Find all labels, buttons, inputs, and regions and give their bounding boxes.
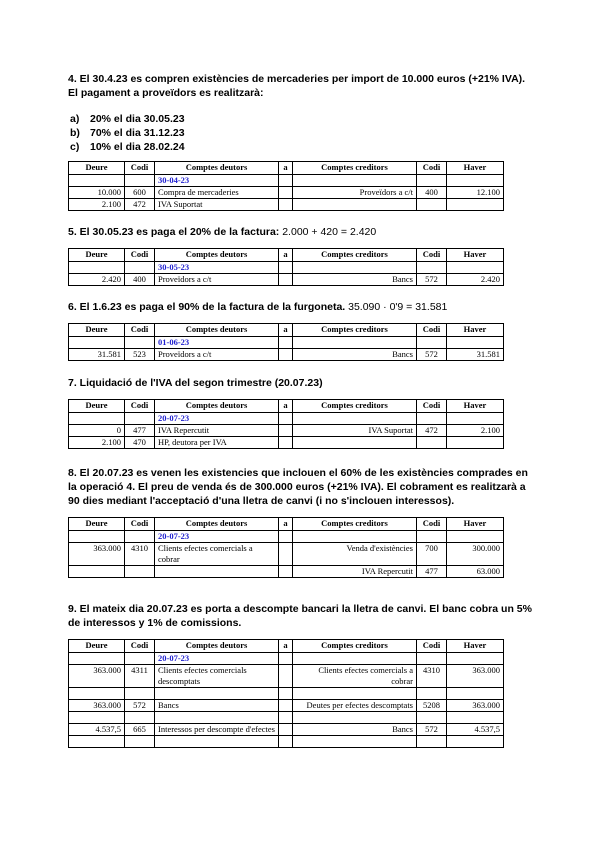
empty-cell [69,262,125,274]
column-header-a: a [279,162,293,175]
credit-code [417,736,447,748]
debit-amount: 10.000 [69,187,125,199]
column-header-deure: Deure [69,162,125,175]
credit-amount [447,712,504,724]
credit-amount: 31.581 [447,349,504,361]
empty-cell [125,413,155,425]
debit-amount: 4.537,5 [69,724,125,736]
debit-code: 4311 [125,665,155,688]
column-header-a: a [279,518,293,531]
debit-amount [69,712,125,724]
debit-code [125,566,155,578]
question-5: 5. El 30.05.23 es paga el 20% de la factura: 2.000 + 420 = 2.420 [68,226,377,238]
credit-amount: 12.100 [447,187,504,199]
debit-account [155,736,279,748]
section-5 [68,225,532,286]
column-header-codi: Codi [125,518,155,531]
empty-cell [69,175,125,187]
table-header-row [69,400,504,413]
option-c: c) 10% el dia 28.02.24 [70,141,185,153]
empty-cell [447,262,504,274]
column-header-codi: Codi [125,324,155,337]
column-header-haver: Haver [447,324,504,337]
column-header-codi: Codi [125,640,155,653]
credit-account: Deutes per efectes descomptats [293,700,417,712]
debit-amount [69,736,125,748]
empty-cell [125,262,155,274]
empty-cell [293,653,417,665]
empty-cell [293,337,417,349]
calc-6: 35.090 · 0'9 = 31.581 [348,301,448,313]
table-header-row [69,518,504,531]
table-row [69,543,504,566]
credit-amount [447,199,504,211]
empty-cell [69,531,125,543]
question-9: 9. El mateix dia 20.07.23 es porta a descompte bancari la lletra de canvi. El banc cobra un 5% de interessos y 1% de comissions. [68,603,532,629]
column-header-comptes-creditors: Comptes creditors [293,400,417,413]
entry-date: 20-07-23 [155,413,279,425]
empty-cell [279,653,293,665]
debit-code [125,736,155,748]
table-row [69,349,504,361]
credit-account: Proveïdors a c/t [293,187,417,199]
column-header-comptes-creditors: Comptes creditors [293,518,417,531]
a-cell [279,665,293,688]
empty-cell [447,337,504,349]
credit-amount [447,688,504,700]
debit-account: Clients efectes comercials descomptats [155,665,279,688]
column-header-haver: Haver [447,400,504,413]
empty-cell [417,531,447,543]
column-header-comptes-creditors: Comptes creditors [293,249,417,262]
a-cell [279,349,293,361]
credit-code: 5208 [417,700,447,712]
debit-account: Proveïdors a c/t [155,274,279,286]
empty-cell [293,531,417,543]
credit-account [293,437,417,449]
debit-amount: 2.100 [69,199,125,211]
empty-cell [447,653,504,665]
a-cell [279,187,293,199]
credit-code [417,199,447,211]
empty-cell [69,653,125,665]
credit-code: 477 [417,566,447,578]
credit-amount: 2.100 [447,425,504,437]
debit-code: 4310 [125,543,155,566]
empty-cell [125,175,155,187]
column-header-codi2: Codi [417,400,447,413]
column-header-a: a [279,640,293,653]
journal-table-7 [68,399,504,449]
debit-amount [69,566,125,578]
a-cell [279,724,293,736]
a-cell [279,712,293,724]
credit-code [417,688,447,700]
table-header-row [69,162,504,175]
empty-cell [125,653,155,665]
credit-amount: 4.537,5 [447,724,504,736]
debit-amount: 363.000 [69,665,125,688]
column-header-deure: Deure [69,518,125,531]
journal-table-6 [68,323,504,361]
credit-code: 400 [417,187,447,199]
empty-cell [125,337,155,349]
debit-account: Proveïdors a c/t [155,349,279,361]
table-row [69,199,504,211]
credit-code: 4310 [417,665,447,688]
date-row [69,337,504,349]
credit-account: Venda d'existències [293,543,417,566]
credit-account: Bancs [293,274,417,286]
debit-code: 472 [125,199,155,211]
debit-code: 600 [125,187,155,199]
debit-code: 477 [125,425,155,437]
credit-account: IVA Suportat [293,425,417,437]
debit-amount: 2.100 [69,437,125,449]
column-header-codi2: Codi [417,640,447,653]
debit-account [155,566,279,578]
credit-code [417,712,447,724]
debit-code [125,712,155,724]
question-6: 6. El 1.6.23 es paga el 90% de la factura de la furgoneta. 35.090 · 0'9 = 31.581 [68,301,448,313]
column-header-haver: Haver [447,249,504,262]
credit-code: 472 [417,425,447,437]
journal-table-8 [68,517,504,578]
debit-account: Bancs [155,700,279,712]
empty-cell [417,653,447,665]
empty-cell [125,531,155,543]
debit-account: IVA Suportat [155,199,279,211]
column-header-comptes-deutors: Comptes deutors [155,400,279,413]
debit-account: IVA Repercutit [155,425,279,437]
column-header-comptes-deutors: Comptes deutors [155,162,279,175]
column-header-codi2: Codi [417,162,447,175]
debit-account: Interessos per descompte d'efectes [155,724,279,736]
debit-account: Clients efectes comercials a cobrar [155,543,279,566]
section-7 [68,376,532,449]
column-header-comptes-deutors: Comptes deutors [155,518,279,531]
table-row [69,187,504,199]
journal-table-4 [68,161,504,211]
empty-cell [279,337,293,349]
a-cell [279,700,293,712]
credit-account [293,712,417,724]
section-4 [68,72,532,211]
column-header-comptes-creditors: Comptes creditors [293,324,417,337]
credit-code: 572 [417,349,447,361]
table-row [69,425,504,437]
table-row [69,688,504,700]
a-cell [279,425,293,437]
column-header-haver: Haver [447,518,504,531]
question-7: 7. Liquidació de l'IVA del segon trimestre (20.07.23) [68,377,323,389]
empty-cell [417,337,447,349]
a-cell [279,437,293,449]
debit-amount: 363.000 [69,700,125,712]
credit-account: IVA Repercutit [293,566,417,578]
calc-5: 2.000 + 420 = 2.420 [282,226,377,238]
empty-cell [69,337,125,349]
debit-code [125,688,155,700]
empty-cell [293,262,417,274]
table-header-row [69,249,504,262]
payment-options [68,112,532,154]
journal-table-9 [68,639,504,748]
credit-amount [447,736,504,748]
column-header-deure: Deure [69,400,125,413]
column-header-comptes-creditors: Comptes creditors [293,640,417,653]
column-header-comptes-creditors: Comptes creditors [293,162,417,175]
credit-account: Bancs [293,349,417,361]
column-header-codi2: Codi [417,324,447,337]
table-row [69,566,504,578]
empty-cell [447,413,504,425]
debit-code: 470 [125,437,155,449]
column-header-codi: Codi [125,249,155,262]
credit-amount: 300.000 [447,543,504,566]
column-header-comptes-deutors: Comptes deutors [155,324,279,337]
date-row [69,175,504,187]
debit-account [155,712,279,724]
a-cell [279,736,293,748]
table-row [69,724,504,736]
empty-cell [417,413,447,425]
column-header-a: a [279,400,293,413]
column-header-deure: Deure [69,324,125,337]
table-row [69,700,504,712]
debit-code: 400 [125,274,155,286]
section-9 [68,602,532,748]
debit-amount: 0 [69,425,125,437]
column-header-codi2: Codi [417,518,447,531]
debit-amount: 31.581 [69,349,125,361]
empty-cell [293,413,417,425]
date-row [69,262,504,274]
credit-account [293,736,417,748]
debit-amount [69,688,125,700]
credit-code: 700 [417,543,447,566]
empty-cell [447,175,504,187]
credit-code: 572 [417,724,447,736]
credit-amount: 363.000 [447,700,504,712]
debit-code: 523 [125,349,155,361]
credit-account [293,688,417,700]
table-header-row [69,324,504,337]
debit-code: 665 [125,724,155,736]
column-header-codi2: Codi [417,249,447,262]
credit-code [417,437,447,449]
debit-account [155,688,279,700]
question-4: 4. El 30.4.23 es compren existències de mercaderies per import de 10.000 euros (+21% IVA). El pagament a proveïdors es realitzarà: [68,73,526,99]
column-header-comptes-deutors: Comptes deutors [155,640,279,653]
column-header-codi: Codi [125,162,155,175]
date-row [69,531,504,543]
option-b: b) 70% el dia 31.12.23 [70,127,185,139]
empty-cell [293,175,417,187]
a-cell [279,274,293,286]
table-header-row [69,640,504,653]
column-header-codi: Codi [125,400,155,413]
empty-cell [417,175,447,187]
credit-amount: 2.420 [447,274,504,286]
empty-cell [279,262,293,274]
column-header-comptes-deutors: Comptes deutors [155,249,279,262]
column-header-a: a [279,249,293,262]
credit-account: Clients efectes comercials a cobrar [293,665,417,688]
a-cell [279,543,293,566]
question-8: 8. El 20.07.23 es venen les existencies que inclouen el 60% de les existències comprades en la operació 4. El preu de venda és de 300.000 euros (+21% IVA). El cobrament es realitzarà a 90 dies mediant l'acceptació d'una lletra de canvi (i no s'inclouen interessos). [68,467,528,507]
table-row [69,736,504,748]
column-header-haver: Haver [447,162,504,175]
entry-date: 20-07-23 [155,531,279,543]
date-row [69,413,504,425]
credit-code: 572 [417,274,447,286]
credit-account [293,199,417,211]
table-row [69,712,504,724]
debit-account: HP, deutora per IVA [155,437,279,449]
entry-date: 01-06-23 [155,337,279,349]
table-row [69,274,504,286]
empty-cell [279,531,293,543]
journal-table-5 [68,248,504,286]
section-8 [68,466,532,578]
entry-date: 20-07-23 [155,653,279,665]
column-header-deure: Deure [69,249,125,262]
column-header-a: a [279,324,293,337]
a-cell [279,566,293,578]
section-6 [68,300,532,361]
date-row [69,653,504,665]
credit-amount: 63.000 [447,566,504,578]
debit-account: Compra de mercaderies [155,187,279,199]
entry-date: 30-04-23 [155,175,279,187]
table-row [69,437,504,449]
debit-amount: 2.420 [69,274,125,286]
table-row [69,665,504,688]
empty-cell [417,262,447,274]
empty-cell [447,531,504,543]
debit-code: 572 [125,700,155,712]
a-cell [279,199,293,211]
empty-cell [279,413,293,425]
credit-account: Bancs [293,724,417,736]
option-a: a) 20% el dia 30.05.23 [70,113,185,125]
column-header-haver: Haver [447,640,504,653]
empty-cell [279,175,293,187]
a-cell [279,688,293,700]
credit-amount [447,437,504,449]
column-header-deure: Deure [69,640,125,653]
empty-cell [69,413,125,425]
credit-amount: 363.000 [447,665,504,688]
entry-date: 30-05-23 [155,262,279,274]
debit-amount: 363.000 [69,543,125,566]
